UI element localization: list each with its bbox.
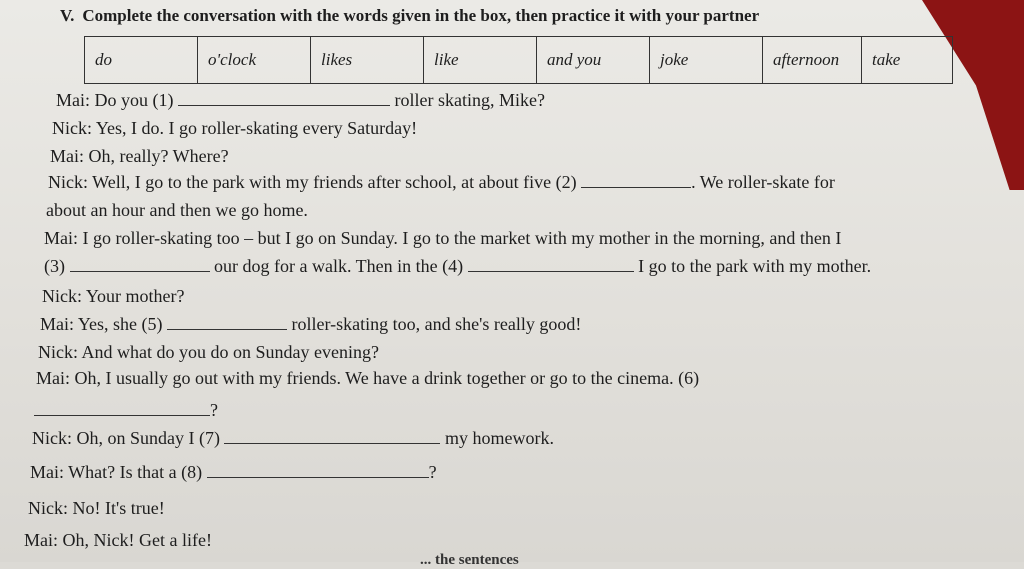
line-text: Nick: Oh, on Sunday I (7): [32, 428, 220, 448]
line-text: ?: [428, 462, 437, 482]
exercise-title: [60, 6, 940, 26]
dialogue-line: [50, 146, 229, 167]
line-text: Mai: What? Is that a (8): [30, 462, 203, 482]
line-text: Nick: Your mother?: [42, 286, 185, 306]
line-text: Nick: And what do you do on Sunday evening?: [38, 342, 379, 362]
dialogue-line: [52, 118, 417, 139]
word-box-cell: like: [424, 37, 537, 84]
line-text: . We roller-skate for: [691, 172, 835, 192]
answer-blank-3[interactable]: [70, 257, 210, 272]
dialogue-line: [48, 172, 835, 193]
dialogue-line: [44, 228, 841, 249]
answer-blank-2[interactable]: [581, 173, 691, 188]
answer-blank-1[interactable]: [178, 91, 390, 106]
answer-blank-8[interactable]: [207, 463, 429, 478]
line-text: Mai: Yes, she (5): [40, 314, 163, 334]
dialogue-line: [56, 90, 545, 111]
line-text: Mai: Oh, Nick! Get a life!: [24, 530, 212, 550]
word-box-cell: take: [862, 37, 953, 84]
dialogue-line: [32, 428, 554, 449]
line-text: my homework.: [444, 428, 554, 448]
answer-blank-4[interactable]: [468, 257, 634, 272]
next-section-heading-cut: ... the sentences: [420, 552, 519, 568]
dialogue-line: [38, 342, 379, 363]
word-box-cell: likes: [311, 37, 424, 84]
dialogue-line: [36, 368, 699, 389]
dialogue-line: [40, 314, 581, 335]
line-text: ?: [210, 400, 218, 420]
line-text: (3): [44, 256, 65, 276]
word-box-cell: joke: [650, 37, 763, 84]
answer-blank-6[interactable]: [34, 401, 210, 416]
line-text: roller skating, Mike?: [394, 90, 545, 110]
dialogue-line: [42, 286, 185, 307]
line-text: I go to the park with my mother.: [638, 256, 872, 276]
word-box: [84, 36, 953, 84]
word-box-cell: do: [85, 37, 198, 84]
dialogue-line: [28, 498, 165, 519]
line-text: Nick: Well, I go to the park with my friends after school, at about five (2): [48, 172, 577, 192]
exercise-instruction: Complete the conversation with the words given in the box, then practice it with your partner: [82, 6, 760, 25]
line-text: Mai: I go roller-skating too – but I go on Sunday. I go to the market with my mother in the morning, and then I: [44, 228, 842, 248]
line-text: Mai: Oh, really? Where?: [50, 146, 229, 166]
exercise-number: V.: [60, 6, 75, 25]
word-box-cell: o'clock: [198, 37, 311, 84]
line-text: roller-skating too, and she's really good!: [291, 314, 582, 334]
line-text: Nick: No! It's true!: [28, 498, 165, 518]
dialogue-line: [34, 400, 218, 421]
dialogue-line: [24, 530, 212, 551]
dialogue-line: [44, 256, 871, 277]
dialogue-line: [46, 200, 308, 221]
line-text: our dog for a walk. Then in the (4): [214, 256, 464, 276]
line-text: Nick: Yes, I do. I go roller-skating every Saturday!: [52, 118, 418, 138]
dialogue-line: [30, 462, 437, 483]
line-text: Mai: Do you (1): [56, 90, 174, 110]
line-text: Mai: Oh, I usually go out with my friends. We have a drink together or go to the cinema. (6): [36, 368, 700, 388]
line-text: about an hour and then we go home.: [46, 200, 308, 220]
word-box-cell: and you: [537, 37, 650, 84]
answer-blank-7[interactable]: [224, 429, 440, 444]
word-box-cell: afternoon: [763, 37, 862, 84]
answer-blank-5[interactable]: [167, 315, 287, 330]
